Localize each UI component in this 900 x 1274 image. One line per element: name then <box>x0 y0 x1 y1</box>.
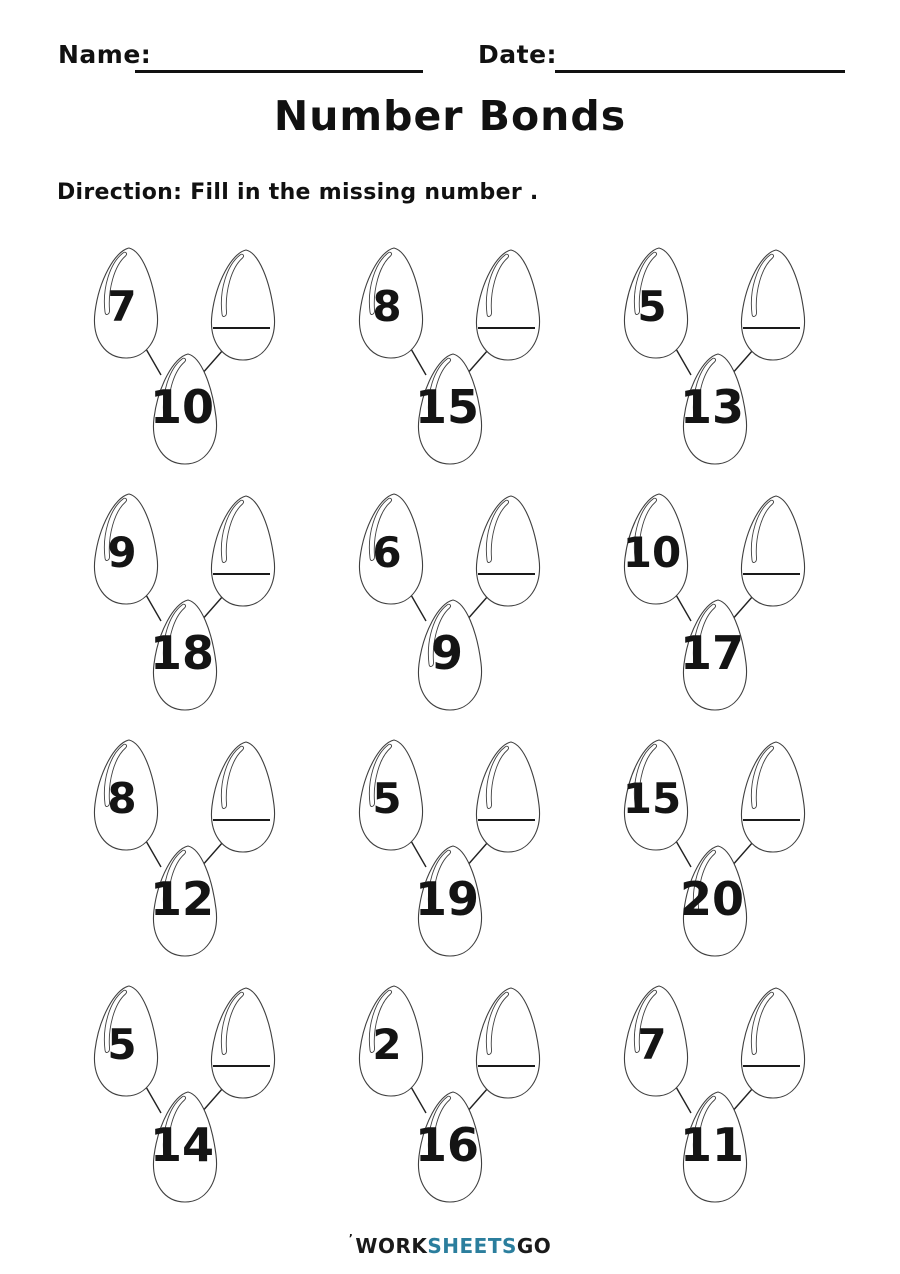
left-egg-group <box>94 248 157 358</box>
total-number: 20 <box>679 872 745 926</box>
left-egg-group <box>359 494 422 604</box>
logo-tick-mark: ’ <box>348 1232 354 1245</box>
right-egg-group <box>211 742 274 852</box>
right-egg-group <box>476 742 539 852</box>
left-egg-group <box>624 248 687 358</box>
left-number: 7 <box>107 282 137 331</box>
bottom-egg-group <box>680 600 747 710</box>
number-bond-problem <box>90 984 280 1204</box>
number-bond-problem <box>620 738 810 958</box>
date-label: Date: <box>478 40 558 69</box>
number-bond-problem <box>620 246 810 466</box>
name-line <box>135 70 423 73</box>
left-number: 5 <box>107 1020 137 1069</box>
total-number: 16 <box>414 1118 480 1172</box>
bottom-egg-group <box>150 846 217 956</box>
problems-grid <box>90 246 810 1204</box>
left-egg-group <box>359 986 422 1096</box>
right-egg-group <box>476 988 539 1098</box>
right-egg-group <box>211 496 274 606</box>
number-bond-problem <box>355 492 545 712</box>
bottom-egg-group <box>150 354 217 464</box>
name-label: Name: <box>58 40 152 69</box>
bottom-egg-group <box>418 600 481 710</box>
logo-work-text: WORK <box>355 1234 428 1258</box>
total-number: 19 <box>414 872 480 926</box>
total-number: 13 <box>679 380 745 434</box>
left-egg-group <box>623 740 688 850</box>
number-bond-problem <box>355 984 545 1204</box>
logo-sheets-text: SHEETS <box>427 1234 517 1258</box>
left-egg-group <box>94 494 157 604</box>
number-bond-problem <box>355 246 545 466</box>
total-number: 11 <box>679 1118 745 1172</box>
left-number: 6 <box>372 528 402 577</box>
left-number: 2 <box>372 1020 402 1069</box>
number-bond-problem <box>355 738 545 958</box>
footer-logo <box>0 1234 900 1258</box>
total-number: 17 <box>679 626 745 680</box>
number-bond-problem <box>620 984 810 1204</box>
left-number: 8 <box>107 774 137 823</box>
bottom-egg-group <box>415 1092 482 1202</box>
total-number: 18 <box>149 626 215 680</box>
bottom-egg-group <box>680 1092 747 1202</box>
total-number: 14 <box>149 1118 215 1172</box>
left-egg-group <box>359 740 422 850</box>
left-number: 9 <box>107 528 137 577</box>
left-egg-group <box>623 494 688 604</box>
bottom-egg-group <box>680 354 747 464</box>
right-egg-group <box>211 250 274 360</box>
total-number: 15 <box>414 380 480 434</box>
right-egg-group <box>741 988 804 1098</box>
left-number: 10 <box>622 528 682 577</box>
left-number: 7 <box>637 1020 667 1069</box>
number-bond-problem <box>620 492 810 712</box>
left-number: 5 <box>637 282 667 331</box>
right-egg-group <box>476 250 539 360</box>
number-bond-problem <box>90 492 280 712</box>
left-egg-group <box>94 986 157 1096</box>
page-title: Number Bonds <box>273 92 627 140</box>
total-number: 12 <box>149 872 215 926</box>
bottom-egg-group <box>150 1092 217 1202</box>
left-number: 8 <box>372 282 402 331</box>
right-egg-group <box>211 988 274 1098</box>
direction-text: Direction: Fill in the missing number . <box>57 180 539 205</box>
bottom-egg-group <box>415 846 482 956</box>
bottom-egg-group <box>150 600 217 710</box>
left-number: 5 <box>372 774 402 823</box>
bottom-egg-group <box>680 846 747 956</box>
right-egg-group <box>741 742 804 852</box>
bottom-egg-group <box>415 354 482 464</box>
left-number: 15 <box>622 774 682 823</box>
left-egg-group <box>359 248 422 358</box>
right-egg-group <box>741 496 804 606</box>
right-egg-group <box>741 250 804 360</box>
date-line <box>555 70 845 73</box>
right-egg-group <box>476 496 539 606</box>
left-egg-group <box>94 740 157 850</box>
total-number: 9 <box>430 626 464 680</box>
logo-go-text: GO <box>516 1234 552 1258</box>
number-bond-problem <box>90 738 280 958</box>
left-egg-group <box>624 986 687 1096</box>
number-bond-problem <box>90 246 280 466</box>
total-number: 10 <box>149 380 215 434</box>
